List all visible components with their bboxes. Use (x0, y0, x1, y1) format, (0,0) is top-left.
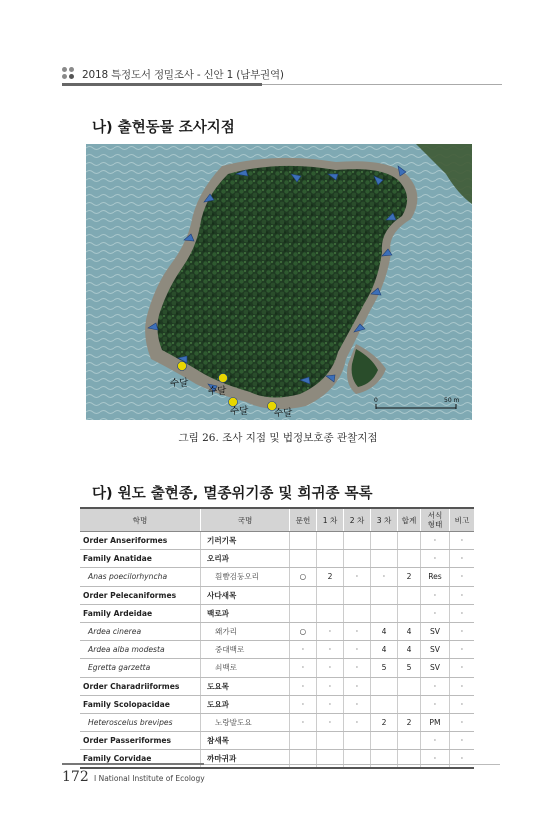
table-header-row (80, 508, 474, 532)
korean-name-cell: 오리과 (201, 550, 290, 568)
data-cell: 4 (398, 641, 421, 659)
data-cell: · (317, 622, 344, 640)
data-cell (398, 550, 421, 568)
data-cell: · (421, 750, 450, 769)
table-row (80, 568, 474, 586)
korean-name-cell: 도요과 (201, 695, 290, 713)
table-row (80, 732, 474, 750)
data-cell: · (450, 713, 475, 731)
scientific-name-cell: Anas poecilorhyncha (80, 568, 201, 586)
data-cell: 4 (371, 641, 398, 659)
data-cell (317, 550, 344, 568)
data-cell (371, 732, 398, 750)
data-cell: · (290, 641, 317, 659)
data-cell: · (344, 568, 371, 586)
data-cell: 5 (371, 659, 398, 677)
korean-name-cell: 참새목 (201, 732, 290, 750)
data-cell (344, 732, 371, 750)
data-cell: · (450, 659, 475, 677)
table-row (80, 750, 474, 769)
table-row (80, 641, 474, 659)
column-header: 서식 형태 (421, 508, 450, 532)
scientific-name-cell: Family Corvidae (80, 750, 201, 769)
data-cell: · (421, 677, 450, 695)
data-cell: · (290, 713, 317, 731)
korean-name-cell: 사다새목 (201, 586, 290, 604)
data-cell (398, 677, 421, 695)
scientific-name-cell: Egretta garzetta (80, 659, 201, 677)
data-cell (371, 586, 398, 604)
data-cell: SV (421, 622, 450, 640)
data-cell: · (344, 677, 371, 695)
data-cell (344, 586, 371, 604)
data-cell: PM (421, 713, 450, 731)
data-cell: · (290, 677, 317, 695)
data-cell: · (450, 532, 475, 550)
scale-zero: 0 (374, 397, 378, 404)
data-cell: · (344, 622, 371, 640)
data-cell (290, 750, 317, 769)
data-cell: · (290, 659, 317, 677)
data-cell (371, 695, 398, 713)
scientific-name-cell: Order Pelecaniformes (80, 586, 201, 604)
column-header: 비고 (450, 508, 475, 532)
footer-publisher: I National Institute of Ecology (94, 774, 205, 783)
data-cell: 2 (317, 568, 344, 586)
data-cell: · (371, 568, 398, 586)
data-cell: Res (421, 568, 450, 586)
column-header: 학명 (80, 508, 201, 532)
data-cell: · (344, 659, 371, 677)
data-cell: · (290, 695, 317, 713)
column-header: 1 차 (317, 508, 344, 532)
otter-label: 수달 (208, 386, 227, 397)
otter-label: 수달 (170, 378, 189, 389)
scale-end: 50 m (444, 397, 460, 404)
column-header: 3 차 (371, 508, 398, 532)
data-cell: SV (421, 659, 450, 677)
scientific-name-cell: Order Anseriformes (80, 532, 201, 550)
data-cell: · (450, 622, 475, 640)
data-cell: · (450, 568, 475, 586)
figure-caption: 그림 26. 조사 지점 및 법정보호종 관찰지점 (178, 432, 378, 444)
data-cell: · (317, 713, 344, 731)
scientific-name-cell: Family Ardeidae (80, 604, 201, 622)
korean-name-cell: 까마귀과 (201, 750, 290, 769)
data-cell: · (344, 713, 371, 731)
section-title-survey-points: 나) 출현동물 조사지점 (92, 120, 235, 136)
data-cell (371, 750, 398, 769)
data-cell: 2 (398, 568, 421, 586)
table-row (80, 677, 474, 695)
scientific-name-cell: Family Scolopacidae (80, 695, 201, 713)
data-cell: · (317, 677, 344, 695)
data-cell: ○ (290, 568, 317, 586)
table-row (80, 550, 474, 568)
data-cell: 2 (371, 713, 398, 731)
scientific-name-cell: Order Passeriformes (80, 732, 201, 750)
scientific-name-cell: Family Anatidae (80, 550, 201, 568)
footer-rule (204, 764, 500, 765)
data-cell (344, 604, 371, 622)
data-cell: SV (421, 641, 450, 659)
data-cell: ○ (290, 622, 317, 640)
data-cell: · (450, 695, 475, 713)
table-row (80, 532, 474, 550)
running-header (62, 66, 502, 82)
data-cell (290, 586, 317, 604)
data-cell: 5 (398, 659, 421, 677)
data-cell (290, 532, 317, 550)
data-cell: · (421, 532, 450, 550)
data-cell: · (450, 750, 475, 769)
table-row (80, 695, 474, 713)
korean-name-cell: 흰뺨검둥오리 (201, 568, 290, 586)
data-cell: · (450, 732, 475, 750)
column-header: 문헌 (290, 508, 317, 532)
data-cell (371, 550, 398, 568)
data-cell (344, 532, 371, 550)
scientific-name-cell: Ardea cinerea (80, 622, 201, 640)
scientific-name-cell: Order Charadriiformes (80, 677, 201, 695)
header-dots-icon (62, 67, 76, 81)
data-cell (344, 750, 371, 769)
data-cell (398, 604, 421, 622)
data-cell (344, 550, 371, 568)
data-cell: 4 (371, 622, 398, 640)
data-cell (398, 532, 421, 550)
data-cell (317, 586, 344, 604)
data-cell: · (421, 732, 450, 750)
header-rule-accent (62, 83, 262, 86)
korean-name-cell: 왜가리 (201, 622, 290, 640)
table-row (80, 586, 474, 604)
table-row (80, 713, 474, 731)
otter-label: 수달 (274, 408, 293, 419)
data-cell (290, 550, 317, 568)
data-cell (398, 586, 421, 604)
data-cell (317, 750, 344, 769)
page-number: 172 (62, 769, 89, 785)
data-cell: · (421, 604, 450, 622)
data-cell: · (317, 641, 344, 659)
otter-label: 수달 (230, 406, 249, 417)
footer-rule-accent (62, 763, 204, 765)
column-header: 합계 (398, 508, 421, 532)
species-table (80, 507, 474, 769)
data-cell: · (450, 586, 475, 604)
data-cell: · (450, 677, 475, 695)
section-title-species-list: 다) 원도 출현종, 멸종위기종 및 희귀종 목록 (92, 486, 373, 502)
data-cell: · (344, 695, 371, 713)
data-cell: · (317, 695, 344, 713)
data-cell: · (421, 695, 450, 713)
table-row (80, 622, 474, 640)
data-cell (290, 732, 317, 750)
table-row (80, 659, 474, 677)
data-cell: · (421, 586, 450, 604)
column-header: 2 차 (344, 508, 371, 532)
korean-name-cell: 도요목 (201, 677, 290, 695)
header-text: 2018 특정도서 정밀조사 - 신안 1 (남부권역) (82, 68, 284, 81)
data-cell (290, 604, 317, 622)
data-cell (371, 677, 398, 695)
scientific-name-cell: Ardea alba modesta (80, 641, 201, 659)
data-cell: 4 (398, 622, 421, 640)
scientific-name-cell: Heteroscelus brevipes (80, 713, 201, 731)
data-cell (317, 532, 344, 550)
data-cell (317, 604, 344, 622)
korean-name-cell: 노랑발도요 (201, 713, 290, 731)
data-cell: · (450, 641, 475, 659)
data-cell: 2 (398, 713, 421, 731)
aerial-photo (86, 144, 472, 420)
data-cell: · (450, 550, 475, 568)
island-map (86, 144, 472, 420)
data-cell: · (421, 550, 450, 568)
korean-name-cell: 백로과 (201, 604, 290, 622)
korean-name-cell: 중대백로 (201, 641, 290, 659)
data-cell (398, 695, 421, 713)
data-cell (371, 532, 398, 550)
data-cell: · (450, 604, 475, 622)
data-cell (371, 604, 398, 622)
korean-name-cell: 쇠백로 (201, 659, 290, 677)
column-header: 국명 (201, 508, 290, 532)
korean-name-cell: 기러기목 (201, 532, 290, 550)
data-cell (317, 732, 344, 750)
data-cell (398, 732, 421, 750)
data-cell (398, 750, 421, 769)
table-row (80, 604, 474, 622)
data-cell: · (317, 659, 344, 677)
data-cell: · (344, 641, 371, 659)
